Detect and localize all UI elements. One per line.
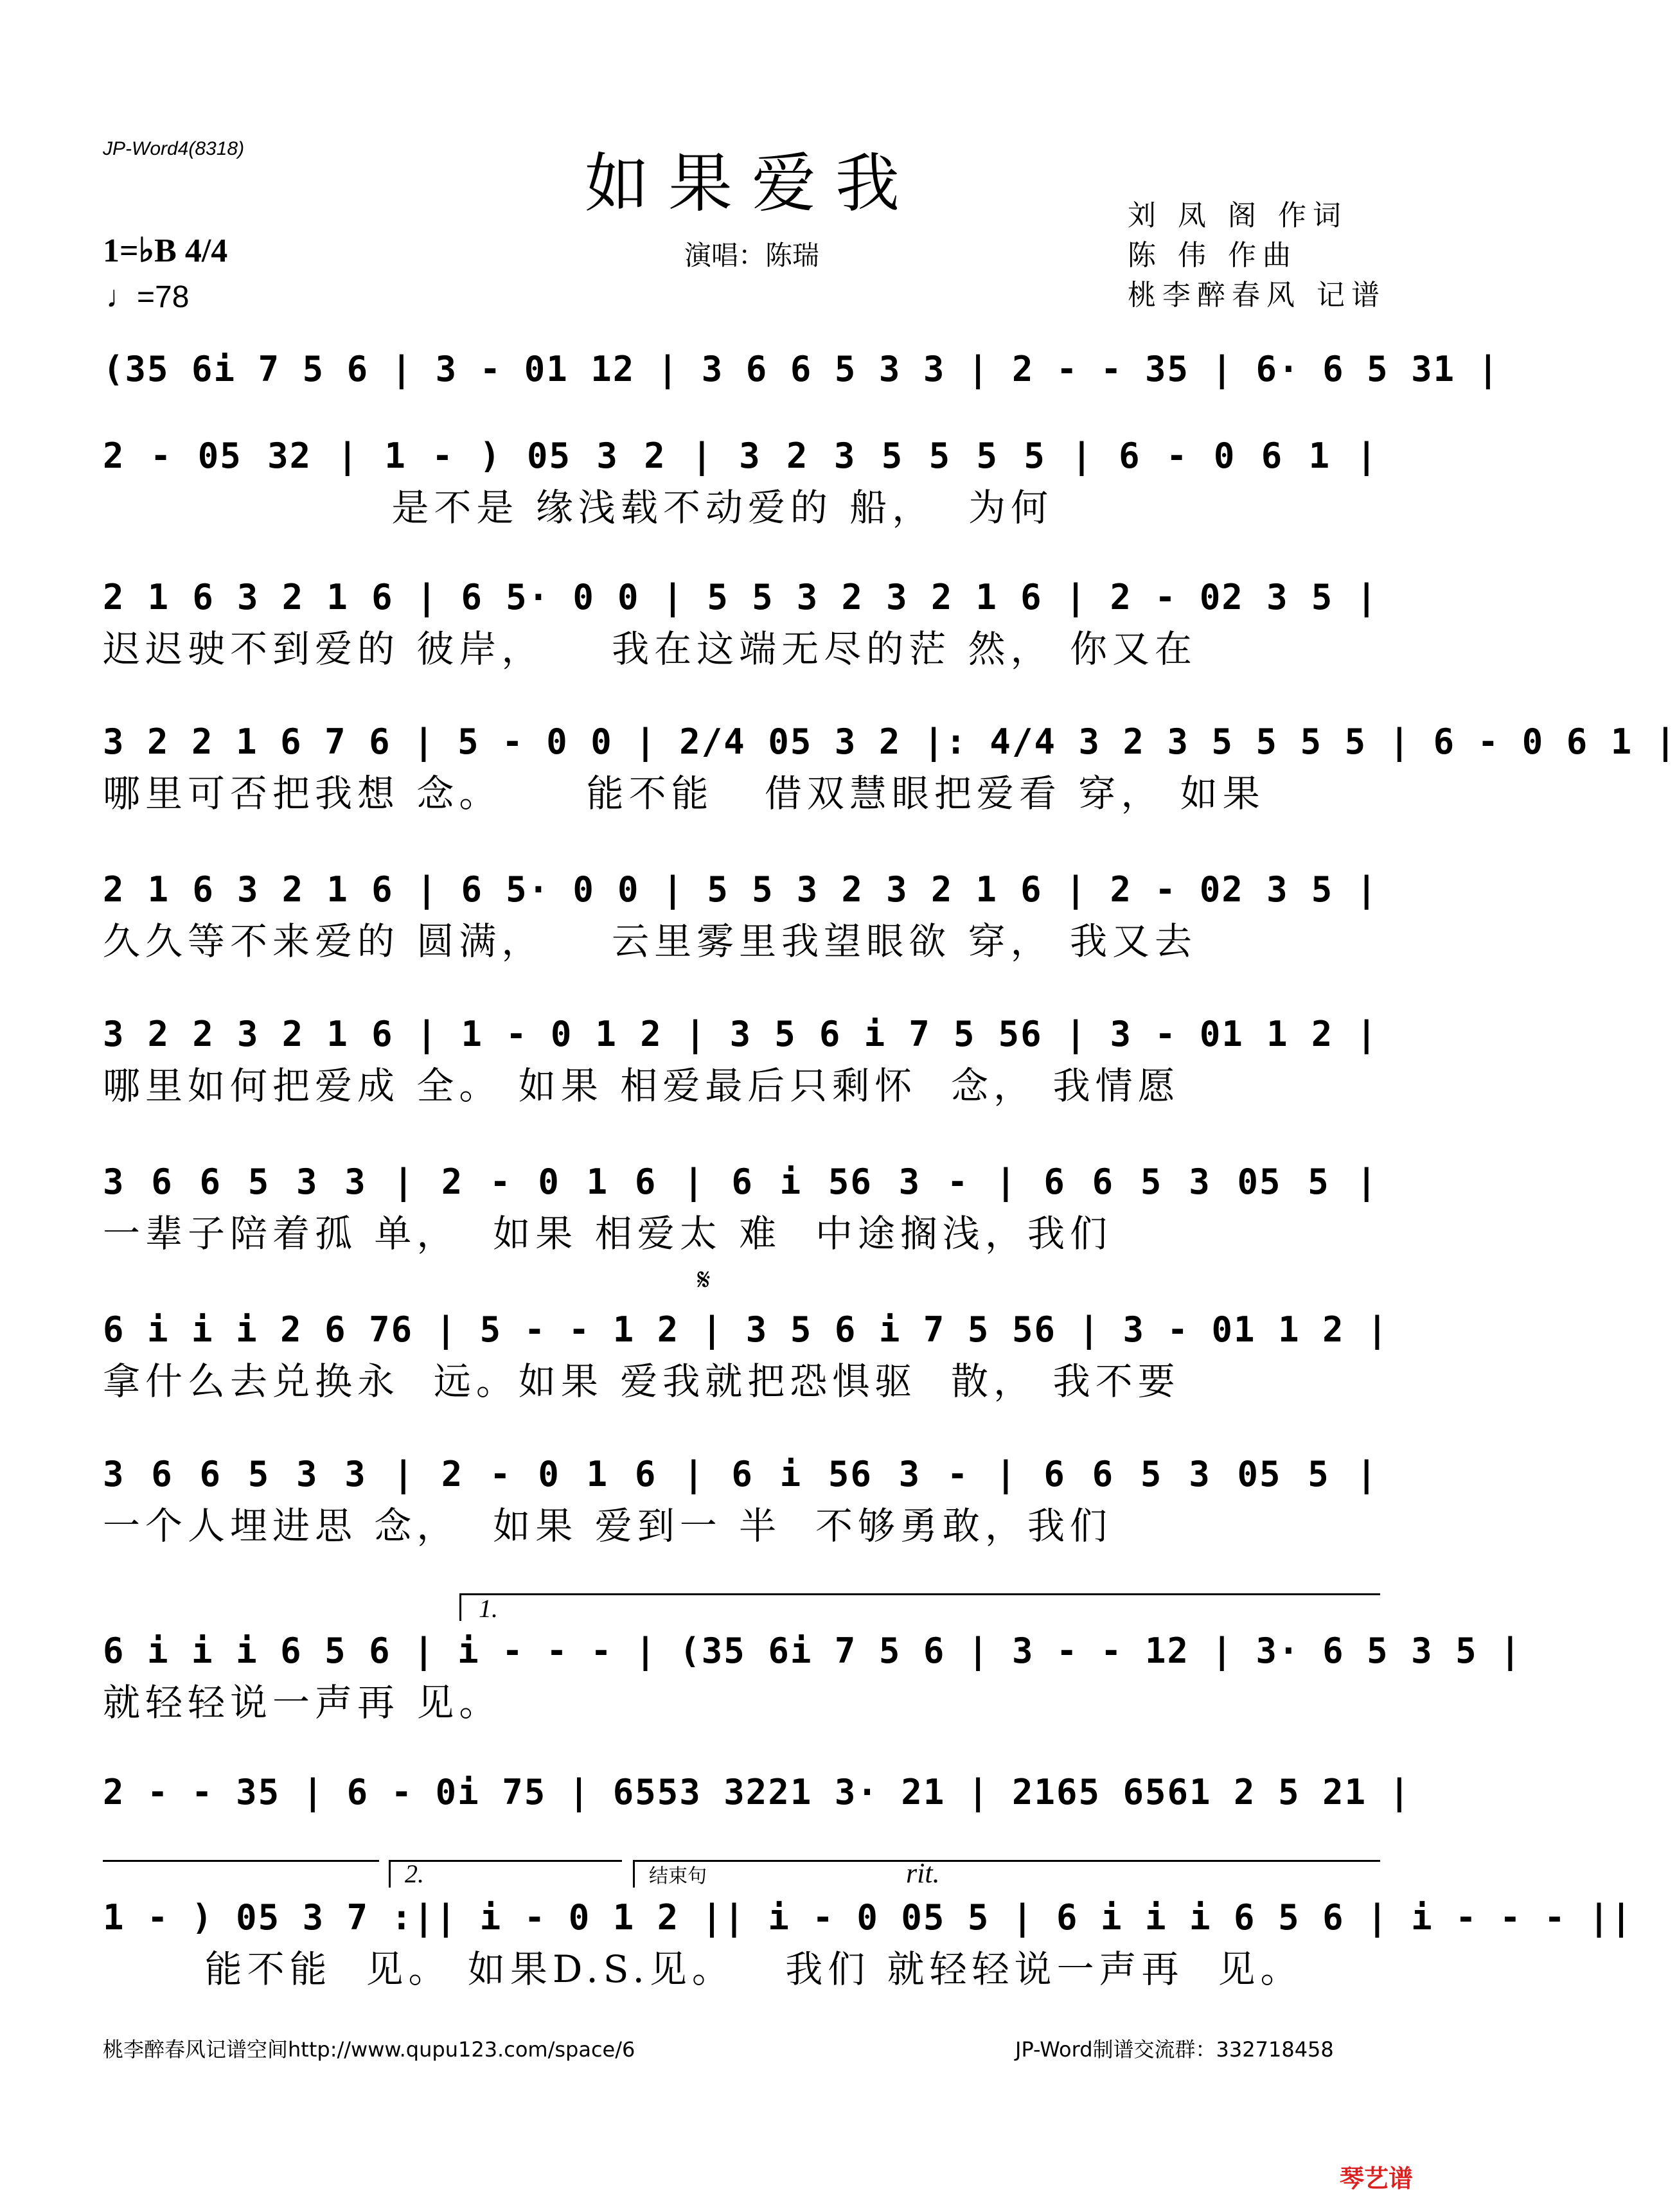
volta-1-label: 1. bbox=[479, 1594, 498, 1623]
staff-lyrics: 哪里可否把我想 念。 能不能 借双慧眼把爱看 穿， 如果 bbox=[103, 772, 1265, 815]
volta-bracket-1 bbox=[459, 1593, 1380, 1621]
staff-lyrics: 就轻轻说一声再 见。 bbox=[103, 1681, 502, 1724]
software-version: JP-Word4(8318) bbox=[103, 138, 245, 159]
staff-lyrics: 久久等不来爱的 圆满， 云里雾里我望眼欲 穿， 我又去 bbox=[103, 919, 1198, 963]
staff-notes: 2 1 6 3 2 1 6 | 6 5· 0 0 | 5 5 3 2 3 2 1 6 | 2 - 02 3 5 | bbox=[103, 577, 1378, 617]
staff-lyrics: 一个人埋进思 念， 如果 爱到一 半 不够勇敢，我们 bbox=[103, 1504, 1113, 1548]
credits-block bbox=[1128, 196, 1386, 315]
staff-notes: 3 6 6 5 3 3 | 2 - 0 1 6 | 6 i 56 3 - | 6 6 5 3 05 5 | bbox=[103, 1454, 1378, 1494]
singer-credit: 演唱：陈瑞 bbox=[684, 240, 819, 271]
ritardando-marking: rit. bbox=[906, 1857, 940, 1889]
staff-notes: (35 6i 7 5 6 | 3 - 01 12 | 3 6 6 5 3 3 | 2 - - 35 | 6· 6 5 31 | bbox=[103, 349, 1500, 389]
staff-8 bbox=[103, 1304, 1389, 1407]
lyricist-credit: 刘 凤 阁 作词 bbox=[1128, 199, 1347, 232]
brand-logo: 琴艺谱 bbox=[1340, 2164, 1414, 2193]
segno-sign: 𝄋 bbox=[697, 1263, 711, 1297]
staff-lyrics: 一辈子陪着孤 单， 如果 相爱太 难 中途搁浅，我们 bbox=[103, 1212, 1113, 1255]
staff-lyrics: 拿什么去兑换永 远。如果 爱我就把恐惧驱 散， 我不要 bbox=[103, 1359, 1180, 1403]
staff-notes: 6 i i i 6 5 6 | i - - - | (35 6i 7 5 6 | 3 - - 12 | 3· 6 5 3 5 | bbox=[103, 1631, 1522, 1671]
ending-bracket bbox=[633, 1860, 1380, 1888]
ending-label: 结束句 bbox=[649, 1865, 707, 1888]
staff-notes: 1 - ) 05 3 7 :|| i - 0 1 2 || i - 0 05 5 | 6 i i i 6 5 6 | i - - - || bbox=[103, 1897, 1633, 1938]
staff-notes: 3 2 2 3 2 1 6 | 1 - 0 1 2 | 3 5 6 i 7 5 56 | 3 - 01 1 2 | bbox=[103, 1014, 1378, 1054]
staff-12 bbox=[103, 1892, 1633, 1995]
staff-lyrics: 迟迟驶不到爱的 彼岸， 我在这端无尽的茫 然， 你又在 bbox=[103, 627, 1198, 671]
staff-notes: 3 6 6 5 3 3 | 2 - 0 1 6 | 6 i 56 3 - | 6 6 5 3 05 5 | bbox=[103, 1162, 1378, 1202]
transcriber-credit: 桃李醉春风 记谱 bbox=[1128, 279, 1386, 312]
staff-notes: 2 - 05 32 | 1 - ) 05 3 2 | 3 2 3 5 5 5 5 | 6 - 0 6 1 | bbox=[103, 436, 1378, 476]
staff-6 bbox=[103, 1009, 1378, 1111]
staff-5 bbox=[103, 864, 1378, 967]
staff-notes: 2 1 6 3 2 1 6 | 6 5· 0 0 | 5 5 3 2 3 2 1 6 | 2 - 02 3 5 | bbox=[103, 869, 1378, 910]
song-title: 如果爱我 bbox=[585, 146, 919, 221]
staff-11 bbox=[103, 1767, 1412, 1870]
key-signature: 1=♭B 4/4 bbox=[103, 233, 228, 269]
staff-lyrics: 哪里如何把爱成 全。 如果 相爱最后只剩怀 念， 我情愿 bbox=[103, 1064, 1180, 1108]
footer-group: JP-Word制谱交流群：332718458 bbox=[1015, 2037, 1334, 2062]
volta-2-label: 2. bbox=[405, 1859, 424, 1888]
staff-10 bbox=[103, 1625, 1522, 1728]
staff-notes: 3 2 2 1 6 7 6 | 5 - 0 0 | 2/4 05 3 2 |: 4/4 3 2 3 5 5 5 5 | 6 - 0 6 1 | bbox=[103, 721, 1677, 762]
staff-lyrics: 能不能 见。 如果D.S.见。 我们 就轻轻说一声再 见。 bbox=[103, 1947, 1303, 1991]
staff-3 bbox=[103, 572, 1378, 675]
staff-4 bbox=[103, 716, 1677, 819]
staff-9 bbox=[103, 1449, 1378, 1552]
staff-notes: 6 i i i 2 6 76 | 5 - - 1 2 | 3 5 6 i 7 5 56 | 3 - 01 1 2 | bbox=[103, 1309, 1389, 1350]
staff-notes: 2 - - 35 | 6 - 0i 75 | 6553 3221 3· 21 | 2165 6561 2 5 21 | bbox=[103, 1772, 1412, 1812]
staff-7 bbox=[103, 1156, 1378, 1259]
tempo-marking: ♩=78 bbox=[106, 280, 190, 314]
composer-credit: 陈 伟 作曲 bbox=[1128, 239, 1297, 272]
footer-source: 桃李醉春风记谱空间http://www.qupu123.com/space/6 bbox=[103, 2037, 635, 2062]
volta-bracket-pre bbox=[103, 1860, 379, 1888]
staff-lyrics: 是不是 缘浅载不动爱的 船， 为何 bbox=[103, 486, 1054, 529]
staff-2 bbox=[103, 430, 1378, 533]
